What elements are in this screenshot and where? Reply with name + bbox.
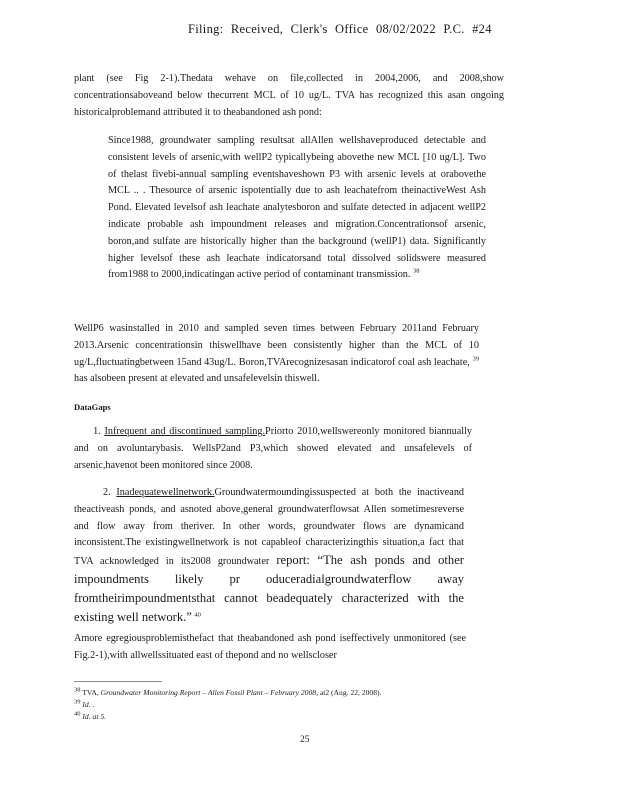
list-item-2-text: Groundwatermoundingissuspected at both the inactiveand theactiveash ponds, and asnoted above,general groundwaterflowsat Allen sometimesreverse and flow away from theriver. In other words, groundwater flows are dynamicand inconsistent.The existingwellnetwork is not capableof characterizingthis situation,a fact that TVA acknowledged in its2008 groundwater: [74, 487, 465, 568]
paragraph-well-p6-part1: WellP6 wasinstalled in 2010 and sampled seven times between February 2011and February 2013.Arsenic concentrationsin thiswellhave been consistently higher than the MCL of 10 ug/L,fluctuatingbetween 15and 43ug/L. Boron,TVArecognizesasan indicatorof coal ash leachate,: [74, 323, 479, 368]
list-item-2-quote: report: “The ash ponds and other impoundments likely pr oduceradialgroundwaterflow away fromtheirimpoundmentsthat cannot beadequately characterized with the existing well network.”: [74, 553, 464, 624]
paragraph-intro: plant (see Fig 2-1).Thedata wehave on file,collected in 2004,2006, and 2008,show concentrationsabovеand below thecurrent MCL of 10 ug/L. TVA has recognized this asan ongoing historicalproblemand attributed it to theabandoned ash pond:: [74, 73, 504, 118]
list-item-1-number: 1.: [93, 426, 101, 437]
paragraph-well-p6: [74, 321, 479, 388]
list-item-2-number: 2.: [102, 487, 111, 498]
footnote-ref-39: 39: [472, 355, 479, 363]
list-item-2-title: Inadequatewellnetwork.: [116, 487, 215, 498]
block-quote: [108, 133, 486, 284]
section-heading: DataGaps: [74, 402, 111, 412]
footnote-39-number: 39: [74, 698, 81, 706]
block-quote-text: Since1988, groundwater sampling resultsat allAllen wellshaveproduced detectable and consistent levels of arsenic,with wellP2 typicallybeing abovethe new MCL [10 ug/L]. Two of thelast fivebi-annual sampling eventshaveshown P3 with arsenic levels at orabovethe MCL .. . Thesource of arsenic ispotentially due to ash leachatefrom theinactiveWest Ash Pond. Elevated levelsof ash leachate analytesboron and sulfate detected in adjacent wellP2 indicate probable ash impoundment releases and migration.Concentrationsof arsenic, boron,and sulfate are historically higher than the background (wellP1) data. Significantly higher levelsof these ash leachate indicatorsand total dissolved solidswere measured from1988 to 2000,indicatingan active period of contaminant transmission.: [108, 135, 486, 281]
footnote-38-text-a: TVA,: [82, 688, 99, 697]
footnote-40: [74, 712, 106, 722]
footnote-40-text: Id. at 5.: [82, 712, 107, 721]
footnote-divider: [74, 681, 162, 682]
footnote-ref-38: 38: [413, 267, 420, 275]
footnote-38-text-b: , at2 (Aug. 22, 2008).: [316, 688, 382, 697]
footnote-40-number: 40: [74, 710, 81, 718]
paragraph-well-p6-part2: has alsobeen present at elevated and unsafelevelsin thiswell.: [74, 373, 320, 385]
page-number: 25: [300, 735, 310, 745]
filing-header: Filing: Received, Clerk's Office 08/02/2022 P.C. #24: [188, 22, 492, 36]
list-item-1-title: Infrequent and discontinued sampling.: [104, 426, 266, 437]
list-item-1-text: Priorto 2010,wellswereonly monitored biannually and on avoluntarybasis. WellsP2and P3,which showed elevated and unsafelevels of arsenic,havenot been monitored since 2008.: [74, 426, 472, 471]
list-item-2: [74, 485, 464, 627]
footnote-ref-40: 40: [194, 611, 201, 619]
footnote-38: [74, 688, 381, 698]
footnote-39-text: Id. .: [82, 700, 95, 709]
list-item-1: [74, 424, 472, 474]
footnote-39: [74, 700, 94, 710]
footnote-38-title: Groundwater Monitoring Report – Allen Fossil Plant – February 2008: [100, 688, 317, 697]
footnote-38-number: 38: [74, 686, 81, 694]
paragraph-unmonitored: Amore egregiousproblemisthefact that theabandoned ash pond iseffectively unmonitored (see Fig.2-1),with allwellssituated east of thepond and no wellscloser: [74, 633, 466, 661]
